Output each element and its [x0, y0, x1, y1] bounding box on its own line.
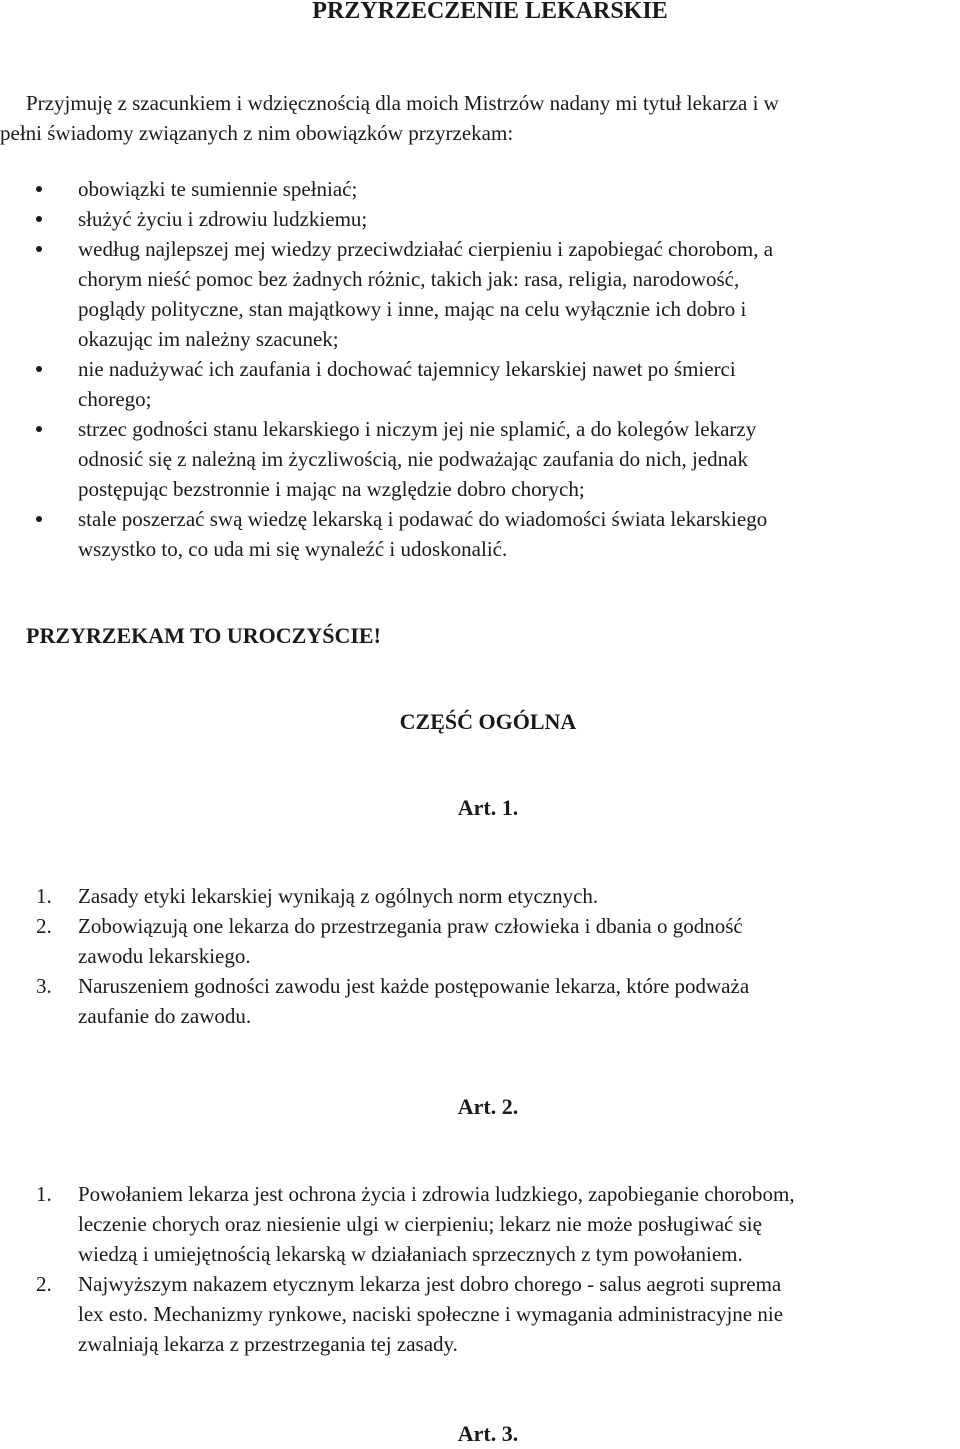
oath-list	[0, 174, 930, 564]
oath-item: służyć życiu i zdrowiu ludzkiemu;	[0, 204, 930, 234]
article-point: 2. Zobowiązują one lekarza do przestrzegania praw człowieka i dbania o godność zawodu lekarskiego.	[0, 911, 940, 971]
article-3-heading: Art. 3.	[457, 1421, 519, 1446]
bullet-icon	[36, 516, 42, 522]
point-number: 1.	[36, 884, 52, 908]
document-title: PRZYRZECZENIE LEKARSKIE	[312, 0, 668, 24]
article-2-points	[0, 1179, 960, 1359]
bullet-icon	[36, 426, 42, 432]
article-2-heading: Art. 2.	[457, 1094, 519, 1119]
bullet-icon	[36, 186, 42, 192]
bullet-icon	[36, 216, 42, 222]
solemn-pledge: PRZYRZEKAM TO UROCZYŚCIE!	[26, 623, 381, 648]
oath-item: stale poszerzać swą wiedzę lekarską i podawać do wiadomości świata lekarskiego wszystko to, co uda mi się wynaleźć i udoskonalić.	[0, 504, 930, 564]
oath-item: według najlepszej mej wiedzy przeciwdziałać cierpieniu i zapobiegać chorobom, a chorym nieść pomoc bez żadnych różnic, takich jak: rasa, religia, narodowość, poglądy polityczne, stan majątkowy i inne, mając na celu wyłącznie ich dobro i okazując im należny szacunek;	[0, 234, 930, 354]
oath-item: nie nadużywać ich zaufania i dochować tajemnicy lekarskiej nawet po śmierci chorego;	[0, 354, 930, 414]
oath-item: strzec godności stanu lekarskiego i niczym jej nie splamić, a do kolegów lekarzy odnosić się z należną im życzliwością, nie podważając zaufania do nich, jednak postępując bezstronnie i mając na względzie dobro chorych;	[0, 414, 930, 504]
oath-intro	[0, 88, 955, 148]
article-1-heading: Art. 1.	[457, 795, 519, 820]
point-number: 1.	[36, 1182, 52, 1206]
point-number: 2.	[36, 914, 52, 938]
point-number: 2.	[36, 1272, 52, 1296]
bullet-icon	[36, 366, 42, 372]
intro-line: Przyjmuję z szacunkiem i wdzięcznością dla moich Mistrzów nadany mi tytuł lekarza i w	[26, 91, 779, 115]
article-point: 1. Zasady etyki lekarskiej wynikają z ogólnych norm etycznych.	[0, 881, 940, 911]
oath-item: obowiązki te sumiennie spełniać;	[0, 174, 930, 204]
article-point: 2. Najwyższym nakazem etycznym lekarza jest dobro chorego - salus aegroti suprema lex esto. Mechanizmy rynkowe, naciski społeczne i wymagania administracyjne nie zwalniają lekarza z przestrzegania tej zasady.	[0, 1269, 960, 1359]
intro-line: pełni świadomy związanych z nim obowiązków przyrzekam:	[0, 121, 514, 145]
article-1-points	[0, 881, 940, 1031]
point-number: 3.	[36, 974, 52, 998]
bullet-icon	[36, 246, 42, 252]
part-heading: CZĘŚĆ OGÓLNA	[399, 709, 577, 734]
article-point: 3. Naruszeniem godności zawodu jest każde postępowanie lekarza, które podważa zaufanie do zawodu.	[0, 971, 940, 1031]
article-point: 1. Powołaniem lekarza jest ochrona życia i zdrowia ludzkiego, zapobieganie chorobom, leczenie chorych oraz niesienie ulgi w cierpieniu; lekarz nie może posługiwać się wiedzą i umiejętnością lekarską w działaniach sprzecznych z tym powołaniem.	[0, 1179, 960, 1269]
